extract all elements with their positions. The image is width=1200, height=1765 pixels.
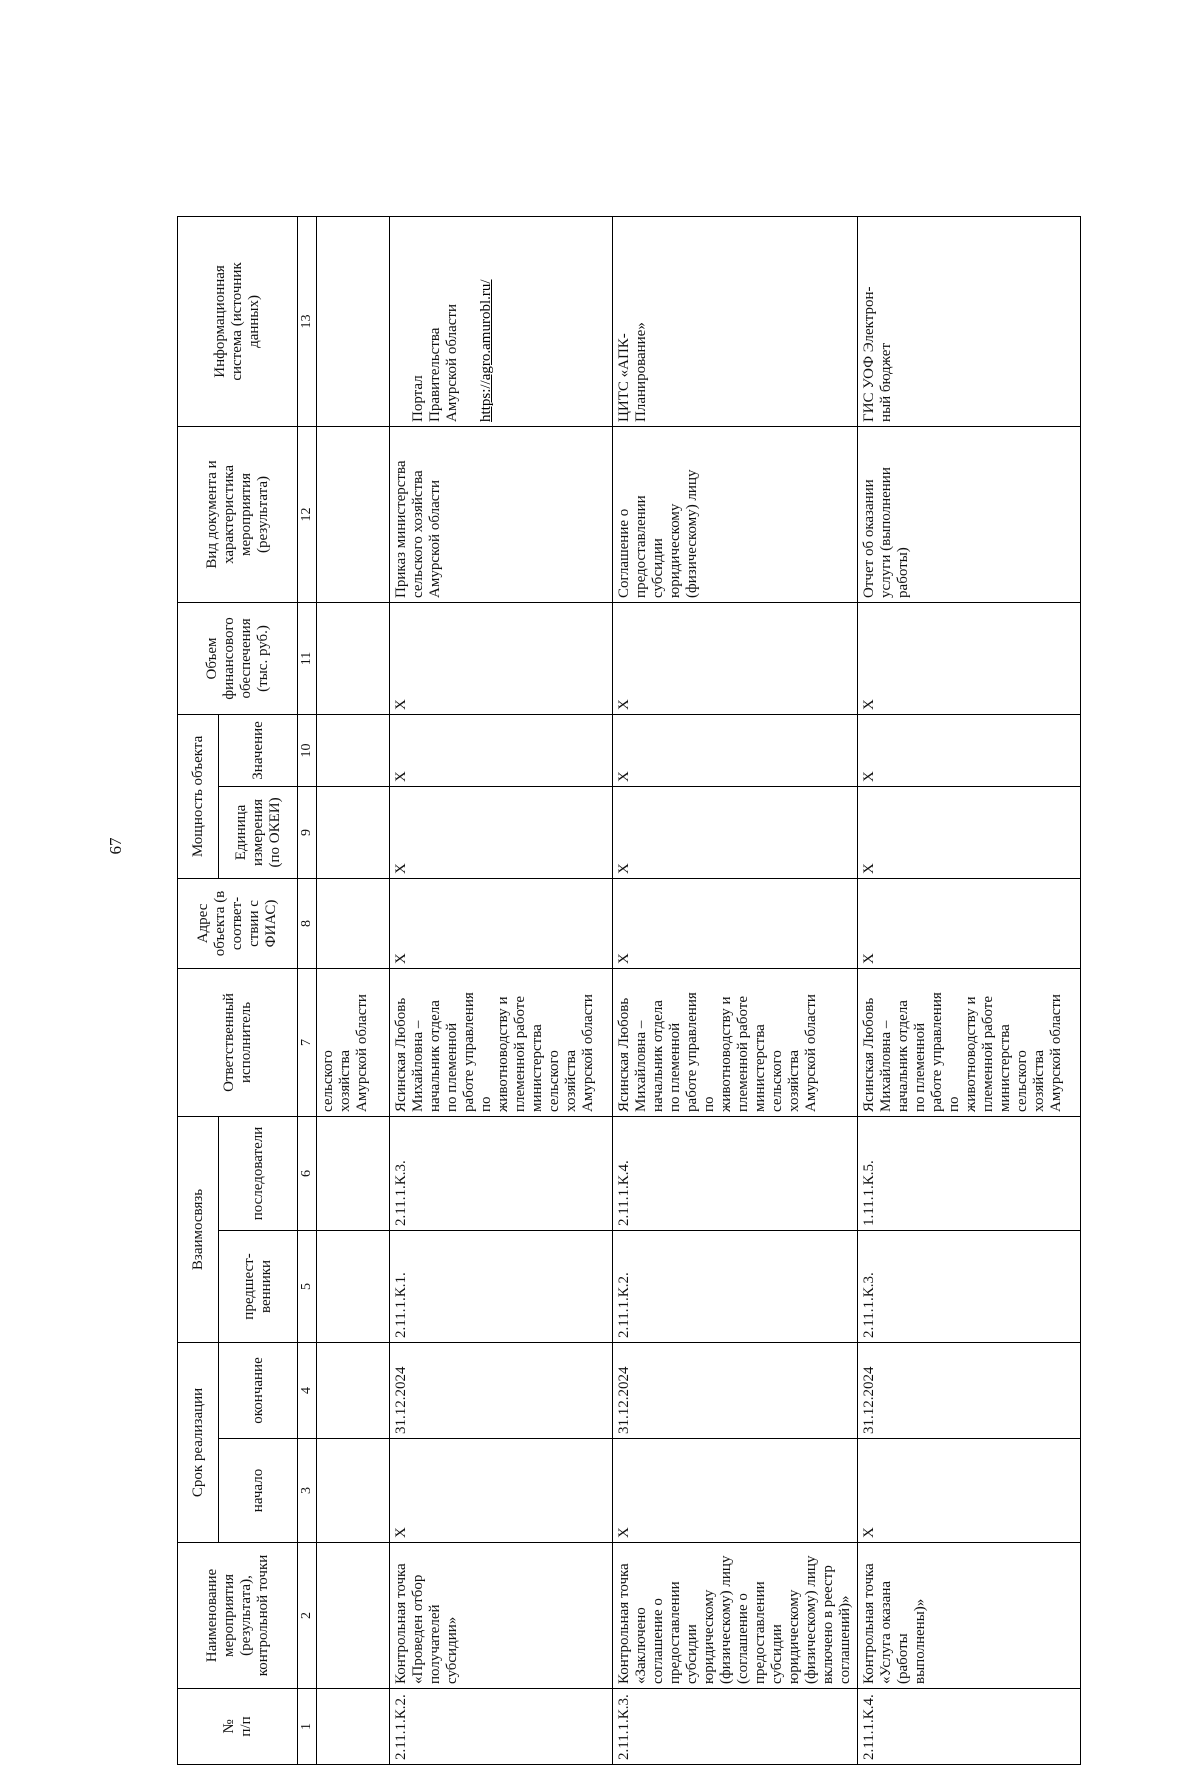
executor-cell: сельского хозяйства Амурской области: [317, 968, 390, 1116]
info-system-cell: ГИС УОФ Электрон- ный бюджет: [858, 216, 1081, 426]
table-cell: [317, 1543, 390, 1689]
table-cell: [317, 1342, 390, 1438]
table-row: [858, 216, 1081, 1764]
page-number: 67: [106, 837, 125, 855]
table-cell: [317, 1439, 390, 1543]
start-cell: X: [390, 1439, 613, 1543]
table-row: [613, 216, 858, 1764]
table-cell: [317, 602, 390, 714]
start-cell: X: [613, 1439, 858, 1543]
header-capacity-group: Мощность объекта: [178, 714, 219, 878]
end-cell: 31.12.2024: [390, 1342, 613, 1438]
num-cell: 2.11.1.К.3.: [613, 1689, 858, 1765]
info-system-cell: ЦИТС «АПК- Планирование»: [613, 216, 858, 426]
address-cell: X: [390, 878, 613, 968]
unit-cell: X: [858, 786, 1081, 878]
column-number: 6: [298, 1116, 317, 1230]
control-points-table: [177, 216, 1081, 1765]
value-cell: X: [613, 714, 858, 786]
address-cell: X: [613, 878, 858, 968]
table-cell: [317, 1230, 390, 1342]
header-start: начало: [219, 1439, 298, 1543]
name-cell: Контрольная точка «Проведен отбор получателей субсидии»: [390, 1543, 613, 1689]
column-number: 10: [298, 714, 317, 786]
header-name: Наименование мероприятия (результата), контрольной точки: [178, 1543, 298, 1689]
predecessor-cell: 2.11.1.К.3.: [858, 1230, 1081, 1342]
end-cell: 31.12.2024: [858, 1342, 1081, 1438]
predecessor-cell: 2.11.1.К.2.: [613, 1230, 858, 1342]
column-number: 4: [298, 1342, 317, 1438]
header-end: окончание: [219, 1342, 298, 1438]
column-number: 7: [298, 968, 317, 1116]
table-cell: [317, 426, 390, 602]
unit-cell: X: [613, 786, 858, 878]
executor-cell: Ясинская Любовь Михайловна – начальник отдела по племенной работе управления по животноводству и племенной работе министерства сельского хозяйства Амурской области: [613, 968, 858, 1116]
value-cell: X: [390, 714, 613, 786]
start-cell: X: [858, 1439, 1081, 1543]
num-cell: 2.11.1.К.2.: [390, 1689, 613, 1765]
header-successors: последователи: [219, 1116, 298, 1230]
predecessor-cell: 2.11.1.К.1.: [390, 1230, 613, 1342]
executor-cell: Ясинская Любовь Михайловна – начальник отдела по племенной работе управления по животноводству и племенной работе министерства сельского хозяйства Амурской области: [858, 968, 1081, 1116]
header-finance: Объем финансового обеспечения (тыс. руб.): [178, 602, 298, 714]
header-value: Значение: [219, 714, 298, 786]
table-row: [390, 216, 613, 1764]
document-cell: Соглашение о предоставлении субсидии юридическому (физическому) лицу: [613, 426, 858, 602]
info-system-text: Портал Правительства Амурской области: [410, 304, 460, 422]
header-info-system: Информационная система (источник данных): [178, 216, 298, 426]
num-cell: 2.11.1.К.4.: [858, 1689, 1081, 1765]
successor-cell: 1.11.1.К.5.: [858, 1116, 1081, 1230]
finance-cell: X: [390, 602, 613, 714]
table-cell: [317, 786, 390, 878]
header-document: Вид документа и характеристика мероприятия (результата): [178, 426, 298, 602]
column-number: 11: [298, 602, 317, 714]
header-num: № п/п: [178, 1689, 298, 1765]
end-cell: 31.12.2024: [613, 1342, 858, 1438]
header-row-1: [178, 216, 219, 1764]
header-link-group: Взаимосвязь: [178, 1116, 219, 1342]
header-term-group: Срок реализации: [178, 1342, 219, 1542]
successor-cell: 2.11.1.К.4.: [613, 1116, 858, 1230]
document-cell: Приказ министерства сельского хозяйства Амурской области: [390, 426, 613, 602]
value-cell: X: [858, 714, 1081, 786]
column-number: 8: [298, 878, 317, 968]
finance-cell: X: [858, 602, 1081, 714]
column-number: 13: [298, 216, 317, 426]
document-cell: Отчет об оказании услуги (выполнении работы): [858, 426, 1081, 602]
column-number-row: [298, 216, 317, 1764]
continuation-row: [317, 216, 390, 1764]
column-number: 9: [298, 786, 317, 878]
finance-cell: X: [613, 602, 858, 714]
header-predecessors: предшест- венники: [219, 1230, 298, 1342]
column-number: 3: [298, 1439, 317, 1543]
address-cell: X: [858, 878, 1081, 968]
header-address: Адрес объекта (в соответ- ствии с ФИАС): [178, 878, 298, 968]
column-number: 5: [298, 1230, 317, 1342]
unit-cell: X: [390, 786, 613, 878]
header-unit: Единица измерения (по ОКЕИ): [219, 786, 298, 878]
name-cell: Контрольная точка «Заключено соглашение о предоставлении субсидии юридическому (физическому) лицу (соглашение о предоставлении субсидии юридическому (физическому) лицу включено в реестр соглашений)»: [613, 1543, 858, 1689]
table-cell: [317, 714, 390, 786]
header-executor: Ответственный исполнитель: [178, 968, 298, 1116]
successor-cell: 2.11.1.К.3.: [390, 1116, 613, 1230]
table-cell: [317, 216, 390, 426]
executor-cell: Ясинская Любовь Михайловна – начальник отдела по племенной работе управления по животноводству и племенной работе министерства сельского хозяйства Амурской области: [390, 968, 613, 1116]
table-cell: [317, 878, 390, 968]
landscape-sheet: [177, 217, 1064, 1765]
column-number: 12: [298, 426, 317, 602]
column-number: 2: [298, 1543, 317, 1689]
table-cell: [317, 1116, 390, 1230]
portal-link[interactable]: https://agro.amurobl.ru/: [478, 279, 494, 422]
info-system-cell: [390, 216, 613, 426]
name-cell: Контрольная точка «Услуга оказана (работы выполнены)»: [858, 1543, 1081, 1689]
column-number: 1: [298, 1689, 317, 1765]
